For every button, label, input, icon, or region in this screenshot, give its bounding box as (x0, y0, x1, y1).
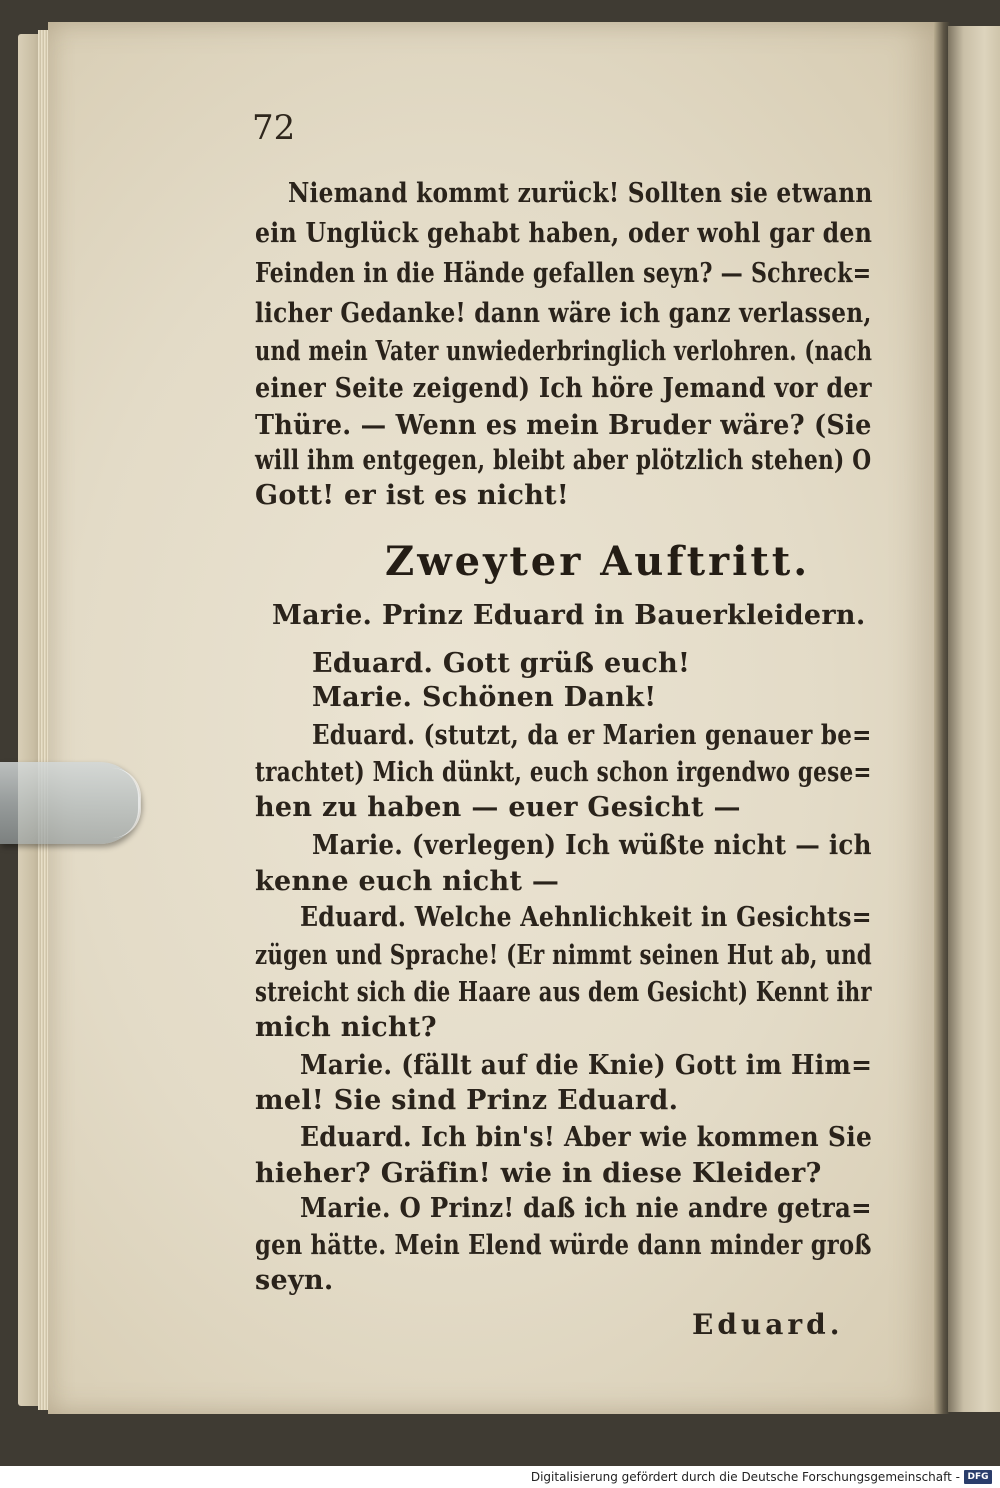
dialogue-line: mel! Sie sind Prinz Eduard. (255, 1085, 679, 1116)
dialogue-line: hen zu haben — euer Gesicht — (255, 792, 741, 823)
dialogue-line: Eduard. Ich bin's! Aber wie kommen Sie (300, 1122, 873, 1153)
dialogue-line: Eduard. Welche Aehnlichkeit in Gesichts= (300, 902, 872, 933)
catchword: Eduard. (692, 1308, 844, 1341)
dialogue-line: kenne euch nicht — (255, 866, 560, 897)
text-line: ein Unglück gehabt haben, oder wohl gar den (255, 218, 873, 249)
dialogue-line: gen hätte. Mein Elend würde dann minder groß (255, 1230, 872, 1261)
facing-page (948, 26, 1000, 1412)
dialogue-line: seyn. (255, 1265, 334, 1296)
text-line: licher Gedanke! dann wäre ich ganz verlassen, (255, 298, 872, 329)
text-line: und mein Vater unwiederbringlich verlohren. (nach (255, 336, 873, 367)
stage-direction: Marie. Prinz Eduard in Bauerkleidern. (272, 600, 866, 631)
text-line: einer Seite zeigend) Ich höre Jemand vor der (255, 373, 872, 404)
dialogue-line: streicht sich die Haare aus dem Gesicht) Kennt ihr (255, 977, 872, 1008)
text-line: Gott! er ist es nicht! (255, 480, 570, 511)
text-line: Feinden in die Hände gefallen seyn? — Schreck= (255, 258, 872, 289)
dialogue-line: Marie. Schönen Dank! (312, 682, 657, 713)
footer-bar (0, 1466, 1000, 1488)
dialogue-line: zügen und Sprache! (Er nimmt seinen Hut ab, und (255, 940, 872, 971)
text-line: Thüre. — Wenn es mein Bruder wäre? (Sie (255, 410, 872, 441)
dialogue-line: Eduard. (stutzt, da er Marien genauer be= (312, 720, 872, 751)
dialogue-line: mich nicht? (255, 1012, 437, 1043)
footer-credit: Digitalisierung gefördert durch die Deutsche Forschungsgemeinschaft - (530, 1470, 960, 1484)
text-line: Niemand kommt zurück! Sollten sie etwann (288, 178, 873, 209)
page-number: 72 (252, 108, 296, 148)
dialogue-line: trachtet) Mich dünkt, euch schon irgendwo gese= (255, 757, 872, 788)
dialogue-line: Marie. (fällt auf die Knie) Gott im Him= (300, 1050, 873, 1081)
dialogue-line: hieher? Gräfin! wie in diese Kleider? (255, 1158, 822, 1189)
dialogue-line: Marie. (verlegen) Ich wüßte nicht — ich (312, 830, 872, 861)
scene-heading: Zweyter Auftritt. (385, 538, 811, 585)
dialogue-line: Marie. O Prinz! daß ich nie andre getra= (300, 1193, 872, 1224)
text-line: will ihm entgegen, bleibt aber plötzlich stehen) O (255, 445, 872, 476)
dialogue-line: Eduard. Gott grüß euch! (312, 648, 691, 679)
dfg-logo-icon: DFG (964, 1470, 992, 1484)
